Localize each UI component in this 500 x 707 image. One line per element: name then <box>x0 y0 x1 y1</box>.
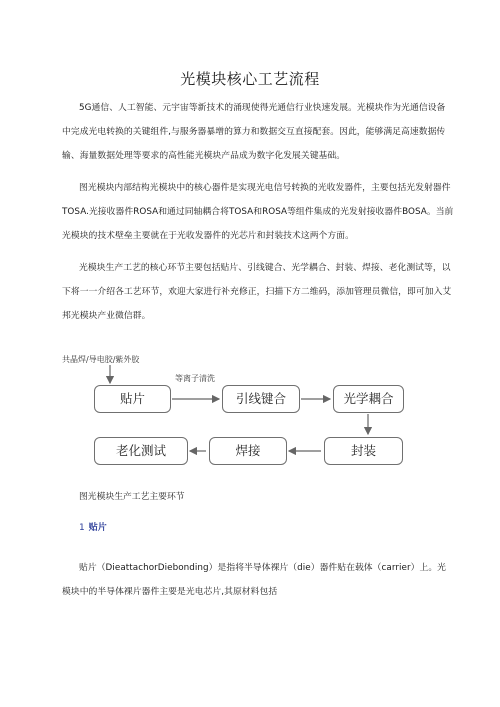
die-attach-paragraph: 贴片（DieattachorDiebonding）是指将半导体裸片（die）器件贴在载体（carrier）上。光模块中的半导体裸片器件主要是光电芯片,其原材料包括 <box>62 563 447 597</box>
step-wire-bonding: 引线键合 <box>222 385 300 413</box>
section-number: 1 <box>79 523 85 533</box>
process-paragraph: 光模块生产工艺的核心环节主要包括贴片、引线键合、光学耦合、封装、焊接、老化测试等，以下将一一介绍各工艺环节，欢迎大家进行补充修正，扫描下方二维码，添加管理员微信，即可加入艾邦光模块产业微信群。 <box>62 263 452 321</box>
step-optical-coupling: 光学耦合 <box>333 385 404 413</box>
step-welding: 焊接 <box>209 437 287 465</box>
bonding-methods-label: 共晶焊/导电胶/紫外胶 <box>62 355 140 364</box>
section-heading <box>79 520 107 533</box>
intro-paragraph: 5G通信、人工智能、元宇宙等新技术的涌现使得光通信行业快速发展。光模块作为光通信设备中完成光电转换的关键组件,与服务器暴增的算力和数据交互直接配套。因此，能够满足高速数据传输、海量数据处理等要求的高性能光模块产品成为数字化发展关键基础。 <box>62 103 446 161</box>
step-packaging: 封装 <box>324 437 403 465</box>
diagram-caption: 图光模块生产工艺主要环节 <box>79 492 185 502</box>
plasma-cleaning-label: 等离子清洗 <box>175 374 215 383</box>
section-title: 贴片 <box>88 523 107 533</box>
structure-paragraph: 图光模块内部结构光模块中的核心器件是实现光电信号转换的光收发器件，主要包括光发射器件TOSA.光接收器件ROSA和通过同轴耦合将TOSA和ROSA等组件集成的光发射接收器件BOSA。当前光模块的技术壁垒主要就在于光收发器件的光芯片和封装技术这两个方面。 <box>62 183 454 241</box>
document-title: 光模块核心工艺流程 <box>180 70 320 88</box>
step-die-attach: 贴片 <box>94 385 171 413</box>
step-aging-test: 老化测试 <box>94 437 188 465</box>
